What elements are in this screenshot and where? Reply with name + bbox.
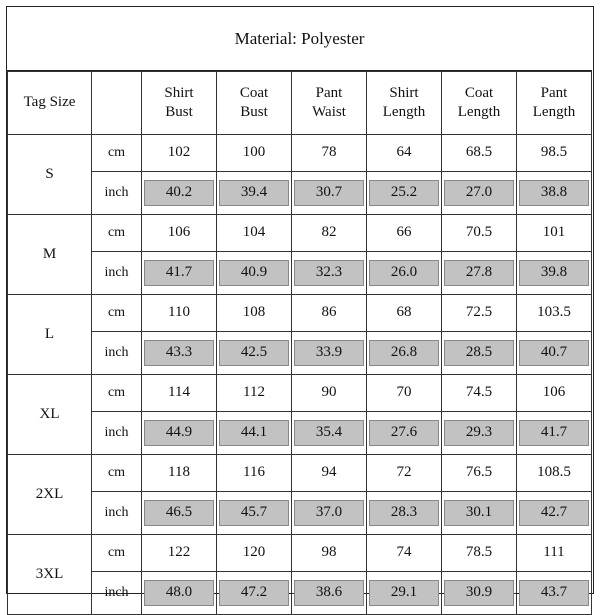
inch-value-cell: [367, 412, 442, 455]
inch-value: 42.5: [219, 340, 289, 366]
inch-value: 40.7: [519, 340, 589, 366]
cm-value-cell: 78: [292, 135, 367, 172]
inch-value: 33.9: [294, 340, 364, 366]
cm-value-cell: 78.5: [442, 535, 517, 572]
inch-value-cell: [367, 172, 442, 215]
inch-value-cell: [367, 572, 442, 615]
inch-value: 41.7: [519, 420, 589, 446]
inch-value: 38.8: [519, 180, 589, 206]
inch-value: 28.3: [369, 500, 439, 526]
inch-value: 27.0: [444, 180, 514, 206]
size-label: 2XL: [8, 455, 92, 535]
inch-value: 26.8: [369, 340, 439, 366]
unit-label-inch: inch: [92, 252, 142, 295]
cm-value-cell: 103.5: [517, 295, 592, 332]
cm-value-cell: 94: [292, 455, 367, 492]
inch-value-cell: [217, 412, 292, 455]
inch-value-cell: [142, 172, 217, 215]
inch-value: 29.1: [369, 580, 439, 606]
inch-value-cell: [517, 572, 592, 615]
inch-value-cell: [142, 572, 217, 615]
cm-value-cell: 98.5: [517, 135, 592, 172]
cm-value-cell: 66: [367, 215, 442, 252]
inch-value-cell: [442, 172, 517, 215]
cm-value-cell: 76.5: [442, 455, 517, 492]
inch-value-cell: [367, 252, 442, 295]
table-row: [8, 492, 592, 535]
inch-value: 42.7: [519, 500, 589, 526]
inch-value-cell: [217, 172, 292, 215]
cm-value-cell: 100: [217, 135, 292, 172]
cm-value-cell: 86: [292, 295, 367, 332]
inch-value: 46.5: [144, 500, 214, 526]
column-header: Shirt Length: [367, 72, 442, 135]
unit-label-inch: inch: [92, 492, 142, 535]
unit-header: [92, 72, 142, 135]
inch-value-cell: [367, 492, 442, 535]
inch-value-cell: [142, 332, 217, 375]
inch-value-cell: [517, 332, 592, 375]
inch-value-cell: [517, 492, 592, 535]
inch-value: 28.5: [444, 340, 514, 366]
inch-value-cell: [217, 572, 292, 615]
inch-value-cell: [292, 172, 367, 215]
inch-value-cell: [292, 412, 367, 455]
cm-value-cell: 98: [292, 535, 367, 572]
unit-label-cm: cm: [92, 135, 142, 172]
inch-value-cell: [142, 492, 217, 535]
inch-value: 37.0: [294, 500, 364, 526]
size-label: M: [8, 215, 92, 295]
cm-value-cell: 72.5: [442, 295, 517, 332]
inch-value: 47.2: [219, 580, 289, 606]
inch-value: 40.9: [219, 260, 289, 286]
inch-value: 35.4: [294, 420, 364, 446]
table-row: [8, 375, 592, 412]
inch-value: 48.0: [144, 580, 214, 606]
table-row: [8, 215, 592, 252]
inch-value: 38.6: [294, 580, 364, 606]
column-header: Shirt Bust: [142, 72, 217, 135]
inch-value: 39.8: [519, 260, 589, 286]
size-label: 3XL: [8, 535, 92, 615]
inch-value: 26.0: [369, 260, 439, 286]
inch-value-cell: [142, 412, 217, 455]
cm-value-cell: 120: [217, 535, 292, 572]
inch-value-cell: [292, 252, 367, 295]
inch-value-cell: [442, 492, 517, 535]
inch-value: 44.1: [219, 420, 289, 446]
inch-value-cell: [517, 252, 592, 295]
inch-value: 44.9: [144, 420, 214, 446]
inch-value-cell: [217, 252, 292, 295]
cm-value-cell: 102: [142, 135, 217, 172]
cm-value-cell: 108.5: [517, 455, 592, 492]
cm-value-cell: 74: [367, 535, 442, 572]
inch-value: 30.1: [444, 500, 514, 526]
inch-value-cell: [367, 332, 442, 375]
inch-value-cell: [442, 332, 517, 375]
inch-value: 40.2: [144, 180, 214, 206]
cm-value-cell: 82: [292, 215, 367, 252]
inch-value: 30.7: [294, 180, 364, 206]
inch-value-cell: [517, 172, 592, 215]
column-header: Pant Waist: [292, 72, 367, 135]
cm-value-cell: 70.5: [442, 215, 517, 252]
chart-title: Material: Polyester: [7, 7, 592, 71]
cm-value-cell: 64: [367, 135, 442, 172]
cm-value-cell: 106: [517, 375, 592, 412]
unit-label-inch: inch: [92, 332, 142, 375]
tag-size-header: Tag Size: [8, 72, 92, 135]
table-row: [8, 252, 592, 295]
cm-value-cell: 108: [217, 295, 292, 332]
inch-value: 32.3: [294, 260, 364, 286]
inch-value: 45.7: [219, 500, 289, 526]
inch-value: 41.7: [144, 260, 214, 286]
cm-value-cell: 74.5: [442, 375, 517, 412]
size-label: L: [8, 295, 92, 375]
inch-value-cell: [217, 492, 292, 535]
inch-value: 27.8: [444, 260, 514, 286]
inch-value-cell: [517, 412, 592, 455]
size-chart: [6, 6, 594, 601]
inch-value: 43.7: [519, 580, 589, 606]
table-row: [8, 572, 592, 615]
inch-value-cell: [442, 252, 517, 295]
cm-value-cell: 90: [292, 375, 367, 412]
table-row: [8, 172, 592, 215]
unit-label-cm: cm: [92, 295, 142, 332]
inch-value-cell: [217, 332, 292, 375]
cm-value-cell: 104: [217, 215, 292, 252]
inch-value: 29.3: [444, 420, 514, 446]
unit-label-inch: inch: [92, 172, 142, 215]
cm-value-cell: 118: [142, 455, 217, 492]
table-row: [8, 135, 592, 172]
unit-label-cm: cm: [92, 455, 142, 492]
size-table: [7, 71, 592, 615]
inch-value: 25.2: [369, 180, 439, 206]
cm-value-cell: 68: [367, 295, 442, 332]
inch-value-cell: [142, 252, 217, 295]
inch-value: 27.6: [369, 420, 439, 446]
cm-value-cell: 122: [142, 535, 217, 572]
cm-value-cell: 70: [367, 375, 442, 412]
inch-value: 39.4: [219, 180, 289, 206]
table-row: [8, 412, 592, 455]
cm-value-cell: 116: [217, 455, 292, 492]
unit-label-inch: inch: [92, 572, 142, 615]
table-row: [8, 455, 592, 492]
inch-value-cell: [442, 572, 517, 615]
column-header: Coat Length: [442, 72, 517, 135]
table-row: [8, 535, 592, 572]
unit-label-cm: cm: [92, 535, 142, 572]
cm-value-cell: 72: [367, 455, 442, 492]
column-header: Pant Length: [517, 72, 592, 135]
cm-value-cell: 101: [517, 215, 592, 252]
inch-value-cell: [442, 412, 517, 455]
cm-value-cell: 112: [217, 375, 292, 412]
cm-value-cell: 110: [142, 295, 217, 332]
inch-value-cell: [292, 332, 367, 375]
cm-value-cell: 111: [517, 535, 592, 572]
table-row: [8, 332, 592, 375]
cm-value-cell: 106: [142, 215, 217, 252]
column-header: Coat Bust: [217, 72, 292, 135]
cm-value-cell: 114: [142, 375, 217, 412]
inch-value: 43.3: [144, 340, 214, 366]
table-row: [8, 295, 592, 332]
inch-value-cell: [292, 572, 367, 615]
size-label: S: [8, 135, 92, 215]
inch-value-cell: [292, 492, 367, 535]
unit-label-cm: cm: [92, 375, 142, 412]
unit-label-inch: inch: [92, 412, 142, 455]
inch-value: 30.9: [444, 580, 514, 606]
size-label: XL: [8, 375, 92, 455]
header-row: [8, 72, 592, 135]
unit-label-cm: cm: [92, 215, 142, 252]
cm-value-cell: 68.5: [442, 135, 517, 172]
